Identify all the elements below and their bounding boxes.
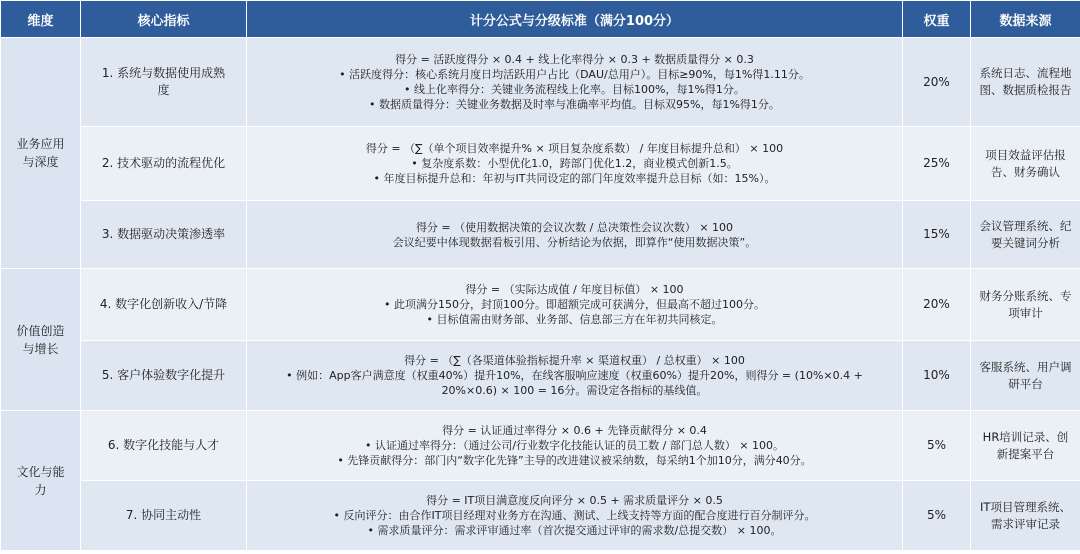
formula-cell <box>247 269 903 341</box>
table-row <box>1 269 1080 341</box>
weight-cell: 20% <box>903 269 971 341</box>
source-cell: 系统日志、流程地图、数据质检报告 <box>971 38 1080 127</box>
source-cell: 财务分账系统、专项审计 <box>971 269 1080 341</box>
formula-line: • 数据质量得分：关键业务数据及时率与准确率平均值。目标双95%，每1%得1分。 <box>369 98 780 111</box>
table-row <box>1 38 1080 127</box>
formula-line: 20%×0.6) × 100 = 16分。需设定各指标的基线值。 <box>441 384 708 397</box>
formula-line: • 年度目标提升总和：年初与IT共同设定的部门年度效率提升总目标（如：15%）。 <box>373 172 776 185</box>
formula-line: 得分 = （∑（各渠道体验指标提升率 × 渠道权重） / 总权重） × 100 <box>404 354 745 367</box>
header-formula: 计分公式与分级标准（满分100分） <box>247 1 903 38</box>
formula-line: 会议纪要中体现数据看板引用、分析结论为依据，即算作“使用数据决策”。 <box>392 235 757 249</box>
dimension-cell: 文化与能力 <box>1 411 81 551</box>
header-dimension: 维度 <box>1 1 81 38</box>
formula-line: • 例如：App客户满意度（权重40%）提升10%，在线客服响应速度（权重60%）提升20%，则得分 = (10%×0.4 + <box>286 369 863 382</box>
formula-cell <box>247 341 903 411</box>
formula-line: 得分 = （实际达成值 / 年度目标值） × 100 <box>465 283 684 296</box>
weight-cell: 20% <box>903 38 971 127</box>
header-source: 数据来源 <box>971 1 1080 38</box>
weight-cell: 5% <box>903 481 971 551</box>
formula-line: • 此项满分150分，封顶100分。即超额完成可获满分，但最高不超过100分。 <box>384 298 765 311</box>
formula-line: 得分 = 认证通过率得分 × 0.6 + 先锋贡献得分 × 0.4 <box>442 424 707 437</box>
formula-line: 得分 = （使用数据决策的会议次数 / 总决策性会议次数） × 100 <box>415 220 734 234</box>
formula-cell <box>247 127 903 201</box>
formula-line: 得分 = （∑（单个项目效率提升% × 项目复杂度系数） / 年度目标提升总和） × 100 <box>365 142 784 155</box>
indicator-cell: 2. 技术驱动的流程优化 <box>81 127 247 201</box>
formula-cell <box>247 38 903 127</box>
indicator-cell: 3. 数据驱动决策渗透率 <box>81 201 247 269</box>
table-row <box>1 201 1080 269</box>
formula-line: • 反向评分：由合作IT项目经理对业务方在沟通、测试、上线支持等方面的配合度进行百分制评分。 <box>333 509 816 522</box>
table-row <box>1 481 1080 551</box>
dimension-cell: 价值创造与增长 <box>1 269 81 411</box>
formula-line: • 需求质量评分：需求评审通过率（首次提交通过评审的需求数/总提交数） × 100。 <box>367 524 782 537</box>
formula-cell <box>247 481 903 551</box>
indicator-cell: 5. 客户体验数字化提升 <box>81 341 247 411</box>
formula-line: • 线上化率得分：关键业务流程线上化率。目标100%，每1%得1分。 <box>404 83 745 96</box>
formula-line: 得分 = 活跃度得分 × 0.4 + 线上化率得分 × 0.3 + 数据质量得分 × 0.3 <box>395 53 754 66</box>
weight-cell: 5% <box>903 411 971 481</box>
header-indicator: 核心指标 <box>81 1 247 38</box>
source-cell: HR培训记录、创新提案平台 <box>971 411 1080 481</box>
indicator-cell: 6. 数字化技能与人才 <box>81 411 247 481</box>
weight-cell: 10% <box>903 341 971 411</box>
table-row <box>1 411 1080 481</box>
formula-line: • 先锋贡献得分：部门内“数字化先锋”主导的改进建议被采纳数，每采纳1个加10分，满分40分。 <box>337 454 812 467</box>
formula-line: • 活跃度得分：核心系统月度日均活跃用户占比（DAU/总用户）。目标≥90%，每1%得1.11分。 <box>339 68 810 81</box>
header-weight: 权重 <box>903 1 971 38</box>
dimension-cell: 业务应用与深度 <box>1 38 81 269</box>
weight-cell: 15% <box>903 201 971 269</box>
source-cell: 项目效益评估报告、财务确认 <box>971 127 1080 201</box>
source-cell: IT项目管理系统、需求评审记录 <box>971 481 1080 551</box>
formula-line: • 认证通过率得分：（通过公司/行业数字化技能认证的员工数 / 部门总人数） × 100。 <box>364 439 785 452</box>
formula-cell <box>247 201 903 269</box>
indicator-cell: 1. 系统与数据使用成熟度 <box>81 38 247 127</box>
indicator-cell: 7. 协同主动性 <box>81 481 247 551</box>
formula-line: 得分 = IT项目满意度反向评分 × 0.5 + 需求质量评分 × 0.5 <box>426 494 723 507</box>
formula-line: • 复杂度系数：小型优化1.0，跨部门优化1.2，商业模式创新1.5。 <box>411 157 738 170</box>
weight-cell: 25% <box>903 127 971 201</box>
source-cell: 会议管理系统、纪要关键词分析 <box>971 201 1080 269</box>
formula-line: • 目标值需由财务部、业务部、信息部三方在年初共同核定。 <box>426 313 723 326</box>
formula-cell <box>247 411 903 481</box>
table-row <box>1 127 1080 201</box>
indicator-cell: 4. 数字化创新收入/节降 <box>81 269 247 341</box>
table-row <box>1 341 1080 411</box>
source-cell: 客服系统、用户调研平台 <box>971 341 1080 411</box>
table-header-row <box>1 1 1080 38</box>
